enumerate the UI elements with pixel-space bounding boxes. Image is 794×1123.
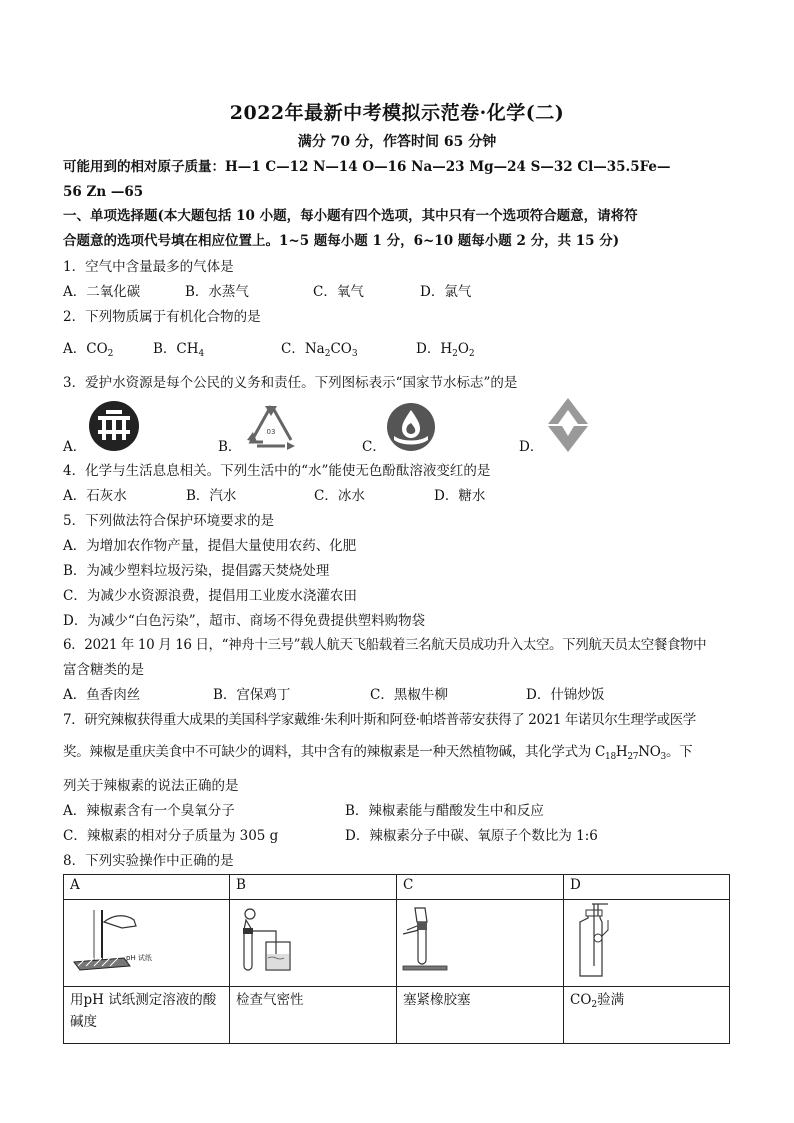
header-d: D	[564, 875, 730, 900]
exam-info: 满分 70 分，作答时间 65 分钟	[297, 134, 497, 150]
header-a: A	[64, 875, 230, 900]
q1-option-c: C．氧气	[313, 284, 364, 300]
q1-option-b: B．水蒸气	[185, 284, 249, 300]
q7-option-a: A．辣椒素含有一个臭氧分子	[63, 803, 235, 819]
image-c	[397, 900, 564, 987]
water-saving-icon	[386, 402, 436, 452]
q4-option-b: B．汽水	[186, 488, 237, 504]
q1-option-a: A．二氧化碳	[63, 284, 141, 300]
origami-logo-icon	[544, 396, 592, 454]
q7-options-row1	[63, 801, 733, 821]
q6-option-d: D．什锦炒饭	[526, 687, 605, 703]
q4-stem: 4．化学与生活息息相关。下列生活中的“水”能使无色酚酞溶液变红的是	[63, 463, 491, 479]
q1-option-d: D．氯气	[420, 284, 472, 300]
q7-options-row2	[63, 826, 733, 846]
q3-stem: 3．爱护水资源是每个公民的义务和责任。下列图标表示“国家节水标志”的是	[63, 375, 518, 391]
image-d	[564, 900, 730, 987]
q7-stem-line3: 列关于辣椒素的说法正确的是	[63, 778, 239, 794]
q2-option-c: C．$Na_2CO_3$	[281, 341, 358, 359]
q1-stem: 1．空气中含量最多的气体是	[63, 259, 234, 275]
stopper-illustration	[397, 900, 564, 982]
q7-stem-line1: 7．研究辣椒获得重大成果的美国科学家戴维·朱利叶斯和阿登·帕塔普蒂安获得了 2021 年诺贝尔生理学或医学	[63, 712, 696, 728]
svg-text:pH 试纸: pH 试纸	[126, 954, 152, 962]
table-header-row	[64, 875, 730, 900]
q5-option-a: A．为增加农作物产量，提倡大量使用农药、化肥	[63, 538, 357, 554]
q6-stem-line2: 富含糖类的是	[63, 662, 144, 678]
section-heading-line2: 合题意的选项代号填在相应位置上。1~5 题每小题 1 分，6~10 题每小题 2 分，共 15 分)	[63, 233, 620, 249]
atomic-masses-line2: 56 Zn —65	[63, 184, 144, 200]
gate-logo-icon	[88, 400, 140, 452]
q5-option-d: D．为减少“白色污染”，超市、商场不得免费提供塑料购物袋	[63, 613, 426, 629]
image-b	[230, 900, 397, 987]
q2-option-a: A．$CO_2$	[63, 341, 114, 359]
q5-option-b: B．为减少塑料垃圾污染，提倡露天焚烧处理	[63, 563, 330, 579]
q7-stem-line2: 奖。辣椒是重庆美食中不可缺少的调料，其中含有的辣椒素是一种天然植物碱，其化学式为 $C_{18}H_{27}NO_3$。下	[63, 744, 693, 762]
q1-options	[63, 282, 733, 302]
atomic-masses-line1: 可能用到的相对原子质量：H—1 C—12 N—14 O—16 Na—23 Mg—24 S—32 Cl—35.5Fe—	[63, 159, 671, 175]
table-caption-row	[64, 987, 730, 1044]
q8-options-table	[63, 874, 730, 1044]
q8-stem: 8．下列实验操作中正确的是	[63, 853, 234, 869]
q5-stem: 5．下列做法符合保护环境要求的是	[63, 513, 275, 529]
q2-option-b: B．$CH_4$	[153, 341, 205, 359]
q4-option-d: D．糖水	[434, 488, 486, 504]
caption-d: $CO_2$验满	[564, 987, 730, 1044]
q6-option-a: A．鱼香肉丝	[63, 687, 141, 703]
q3-label-a: A．	[63, 439, 87, 455]
q5-option-c: C．为减少水资源浪费，提倡用工业废水浇灌农田	[63, 588, 357, 604]
q2-options	[63, 339, 733, 359]
header-b: B	[230, 875, 397, 900]
q6-options	[63, 685, 733, 705]
q7-option-d: D．辣椒素分子中碳、氧原子个数比为 1:6	[345, 828, 598, 844]
page-title: 2022年最新中考模拟示范卷·化学(二)	[229, 102, 565, 124]
recycle-icon	[243, 402, 299, 452]
caption-a: 用pH 试纸测定溶液的酸碱度	[64, 987, 230, 1044]
q3-label-d: D．	[519, 439, 544, 455]
caption-b: 检查气密性	[230, 987, 397, 1044]
q6-option-c: C．黑椒牛柳	[370, 687, 448, 703]
section-heading-line1: 一、单项选择题(本大题包括 10 小题，每小题有四个选项，其中只有一个选项符合题意，请将符	[63, 208, 638, 224]
ph-test-illustration	[64, 900, 230, 982]
q6-option-b: B．宫保鸡丁	[213, 687, 291, 703]
airtight-check-illustration	[230, 900, 397, 982]
caption-c: 塞紧橡胶塞	[397, 987, 564, 1044]
q3-label-b: B．	[218, 439, 242, 455]
image-a	[64, 900, 230, 987]
q4-option-a: A．石灰水	[63, 488, 127, 504]
header-c: C	[397, 875, 564, 900]
q4-option-c: C．冰水	[314, 488, 365, 504]
q2-stem: 2．下列物质属于有机化合物的是	[63, 309, 261, 325]
q2-option-d: D．$H_2O_2$	[416, 341, 475, 359]
q7-option-b: B．辣椒素能与醋酸发生中和反应	[345, 803, 544, 819]
q3-label-c: C．	[362, 439, 386, 455]
table-image-row	[64, 900, 730, 987]
q7-option-c: C．辣椒素的相对分子质量为 305 g	[63, 828, 279, 844]
q6-stem-line1: 6．2021 年 10 月 16 日，“神舟十三号”载人航天飞船载着三名航天员成功升入太空。下列航天员太空餐食物中	[63, 637, 707, 653]
svg-text:03: 03	[266, 428, 276, 436]
q4-options	[63, 486, 733, 506]
co2-bottle-illustration	[564, 900, 730, 982]
